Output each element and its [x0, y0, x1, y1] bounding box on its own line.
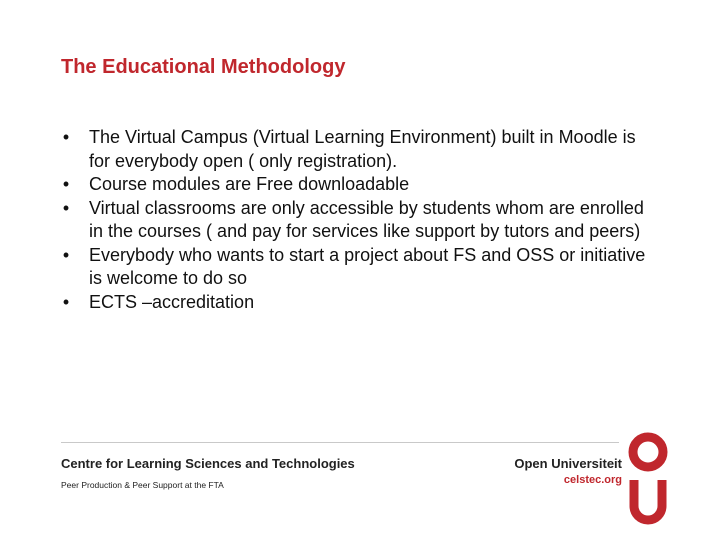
open-universiteit-logo-icon	[626, 430, 670, 530]
brand-block	[514, 456, 622, 486]
footer-note: Peer Production & Peer Support at the FTA	[61, 480, 224, 490]
bullet-marker: •	[62, 291, 70, 312]
bullet-item	[59, 197, 659, 244]
bullet-text: The Virtual Campus (Virtual Learning Environment) built in Moodle is for everybody open ( only registration).	[89, 127, 636, 171]
footer-org-name: Centre for Learning Sciences and Technologies	[61, 456, 355, 471]
slide-title: The Educational Methodology	[61, 56, 346, 78]
bullet-text: ECTS –accreditation	[89, 291, 255, 312]
bullet-item	[59, 291, 659, 315]
brand-name: Open Universiteit	[514, 456, 622, 471]
brand-domain: celstec.org	[563, 474, 622, 486]
bullet-marker: •	[62, 197, 70, 218]
bullet-marker: •	[62, 127, 70, 147]
bullet-text: Virtual classrooms are only accessible by students whom are enrolled in the courses ( and pay for services like support by tutors and peers)	[89, 197, 644, 241]
bullet-item	[59, 173, 659, 197]
bullet-marker: •	[62, 244, 70, 265]
bullet-list	[59, 126, 659, 314]
bullet-item	[59, 244, 659, 291]
bullet-text: Course modules are Free downloadable	[89, 174, 410, 194]
bullet-item	[59, 126, 659, 173]
bullet-marker: •	[62, 174, 70, 194]
bullet-text: Everybody who wants to start a project about FS and OSS or initiative is welcome to do so	[89, 244, 646, 288]
footer-divider	[61, 442, 619, 443]
